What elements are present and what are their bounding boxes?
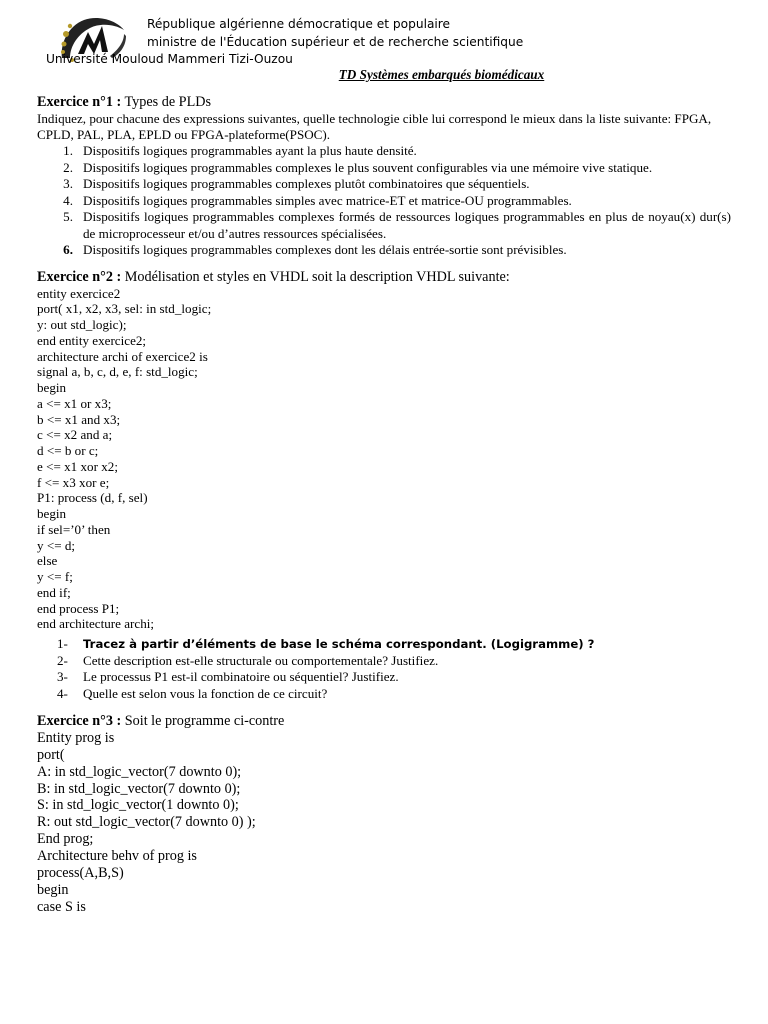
code-line: case S is xyxy=(37,898,86,915)
list-item-number: 4. xyxy=(63,192,73,208)
code-line: b <= x1 and x3; xyxy=(37,411,121,427)
exercise-1-heading xyxy=(37,94,731,111)
code-line: B: in std_logic_vector(7 downto 0); xyxy=(37,780,241,797)
list-item xyxy=(37,193,731,210)
question-item xyxy=(37,636,731,653)
question-item xyxy=(37,686,731,703)
exercise-2-code xyxy=(37,286,731,633)
question-number: 4- xyxy=(57,686,68,702)
list-item-text: Dispositifs logiques programmables complexes dont les délais entrée-sortie sont prévisibles. xyxy=(83,242,567,257)
code-line: begin xyxy=(37,506,67,521)
document-body xyxy=(37,94,731,916)
exercise-1-title: Types de PLDs xyxy=(121,94,211,110)
exercise-2-label: Exercice n°2 : xyxy=(37,268,122,285)
code-line: Entity prog is xyxy=(37,729,115,746)
exercise-1-label: Exercice n°1 : xyxy=(37,94,122,110)
question-number: 3- xyxy=(57,669,68,685)
code-line: d <= b or c; xyxy=(37,443,99,458)
list-item-text: Dispositifs logiques programmables complexes le plus souvent configurables via une mémoire vive statique. xyxy=(83,159,653,175)
list-item-number: 3. xyxy=(63,176,73,191)
code-line: begin xyxy=(37,881,69,898)
question-number: 2- xyxy=(57,652,68,668)
code-line: begin xyxy=(37,380,67,395)
exercise-3-code xyxy=(37,730,731,916)
exercise-2-heading xyxy=(37,269,731,286)
question-item xyxy=(37,653,731,670)
exercise-1-intro: Indiquez, pour chacune des expressions suivantes, quelle technologie cible lui correspond le mieux dans la liste suivante: FPGA, CPLD, PAL, PLA, EPLD ou FPGA-plateforme(PSOC). xyxy=(37,111,712,142)
question-text: Tracez à partir d’éléments de base le schéma correspondant. (Logigramme) ? xyxy=(83,637,595,651)
document-title: TD Systèmes embarqués biomédicaux xyxy=(338,67,545,82)
list-item-text: Dispositifs logiques programmables complexes plutôt combinatoires que séquentiels. xyxy=(83,176,530,191)
exercise-3-heading xyxy=(37,713,731,730)
question-text: Cette description est-elle structurale ou comportementale? Justifiez. xyxy=(83,652,439,668)
list-item-text: Dispositifs logiques programmables simples avec matrice-ET et matrice-OU programmables. xyxy=(83,192,572,208)
list-item-number: 6. xyxy=(63,242,73,257)
exercise-1-list xyxy=(37,143,731,259)
code-line: else xyxy=(37,553,58,569)
list-item xyxy=(37,209,731,242)
code-line: if sel=’0’ then xyxy=(37,521,111,537)
code-line: y: out std_logic); xyxy=(37,317,127,332)
question-number: 1- xyxy=(57,636,68,651)
code-line: process(A,B,S) xyxy=(37,865,124,882)
code-line: R: out std_logic_vector(7 downto 0) ); xyxy=(37,814,256,831)
code-line: e <= x1 xor x2; xyxy=(37,458,118,474)
exercise-3-title: Soit le programme ci-contre xyxy=(121,712,285,729)
code-line: signal a, b, c, d, e, f: std_logic; xyxy=(37,364,198,380)
list-item-number: 5. xyxy=(63,209,73,224)
exercise-2-questions xyxy=(37,636,731,703)
code-line: y <= d; xyxy=(37,537,76,553)
exercise-2-title: Modélisation et styles en VHDL soit la description VHDL suivante: xyxy=(121,268,510,285)
code-line: Architecture behv of prog is xyxy=(37,848,197,865)
code-line: P1: process (d, f, sel) xyxy=(37,490,148,506)
list-item xyxy=(37,143,731,160)
code-line: f <= x3 xor e; xyxy=(37,474,110,490)
header-republic: République algérienne démocratique et populaire xyxy=(147,17,451,31)
code-line: S: in std_logic_vector(1 downto 0); xyxy=(37,797,239,814)
code-line: End prog; xyxy=(37,831,94,848)
code-line: entity exercice2 xyxy=(37,285,121,301)
code-line: end architecture archi; xyxy=(37,616,155,632)
code-line: A: in std_logic_vector(7 downto 0); xyxy=(37,763,242,780)
exercise-3-label: Exercice n°3 : xyxy=(37,712,122,729)
list-item xyxy=(37,160,731,177)
header-university: Université Mouloud Mammeri Tizi-Ouzou xyxy=(46,52,293,66)
question-text: Le processus P1 est-il combinatoire ou séquentiel? Justifiez. xyxy=(83,669,399,685)
code-line: port( xyxy=(37,746,65,763)
header-ministry: ministre de l'Éducation supérieur et de recherche scientifique xyxy=(147,35,524,49)
list-item xyxy=(37,176,731,193)
question-item xyxy=(37,669,731,686)
code-line: a <= x1 or x3; xyxy=(37,395,112,411)
list-item-number: 2. xyxy=(63,159,73,175)
code-line: end if; xyxy=(37,584,71,600)
code-line: c <= x2 and a; xyxy=(37,427,113,443)
list-item-text: Dispositifs logiques programmables complexes formés de ressources logiques programmables en plus de noyau(x) dur(s) de microprocesseur et/ou d’autres ressources spécialisées. xyxy=(83,209,731,241)
code-line: end process P1; xyxy=(37,600,120,616)
code-line: y <= f; xyxy=(37,569,73,584)
list-item xyxy=(37,242,731,259)
code-line: architecture archi of exercice2 is xyxy=(37,348,208,364)
list-item-text: Dispositifs logiques programmables ayant la plus haute densité. xyxy=(83,143,417,158)
question-text: Quelle est selon vous la fonction de ce circuit? xyxy=(83,686,328,702)
code-line: end entity exercice2; xyxy=(37,332,147,348)
list-item-number: 1. xyxy=(63,143,73,158)
code-line: port( x1, x2, x3, sel: in std_logic; xyxy=(37,301,212,317)
